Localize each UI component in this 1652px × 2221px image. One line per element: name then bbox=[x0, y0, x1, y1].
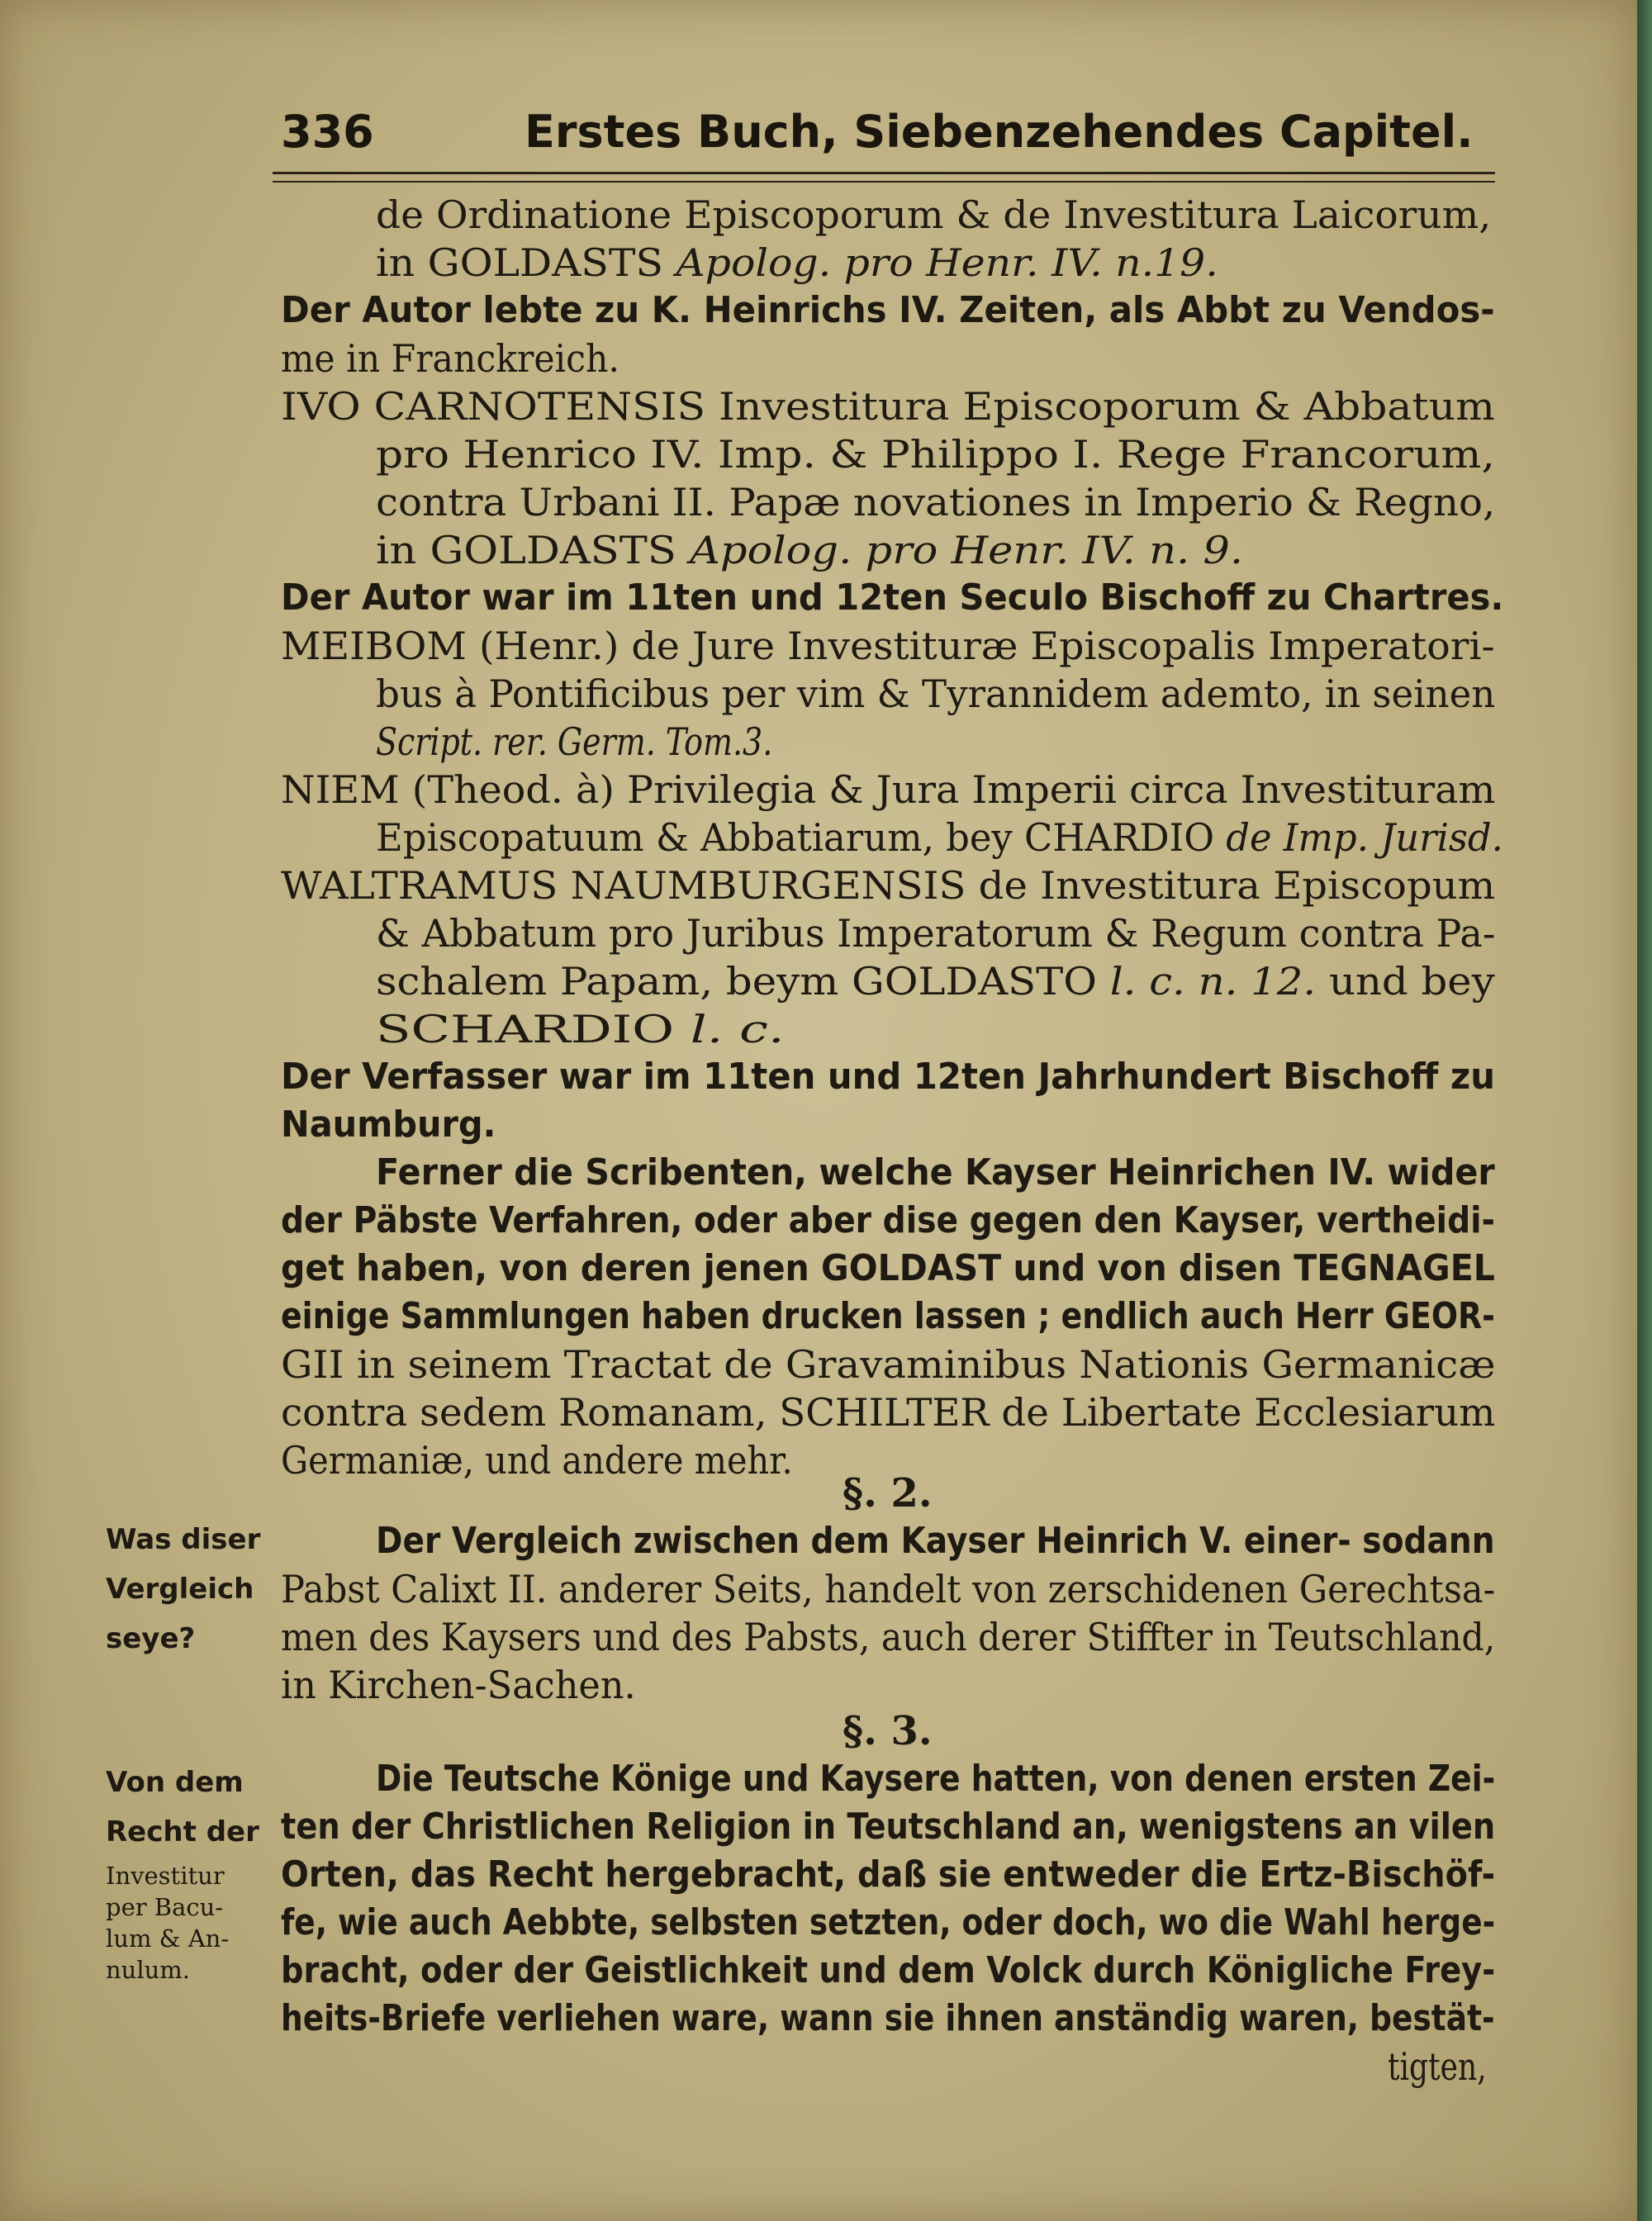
margin-note-line: lum & An- bbox=[106, 1924, 230, 1953]
text-segment: tigten, bbox=[1388, 2044, 1487, 2089]
text-line bbox=[376, 527, 1243, 573]
text-segment: contra sedem Romanam, SCHILTER de Libertate Ecclesiarum bbox=[281, 1390, 1496, 1435]
text-line bbox=[281, 1198, 1495, 1244]
margin-note-line: per Bacu- bbox=[106, 1893, 224, 1921]
italic-citation: l. c. n. 12. bbox=[1109, 959, 1317, 1004]
text-segment: me in Franckreich. bbox=[281, 336, 620, 381]
margin-note-line: Recht der bbox=[106, 1815, 259, 1848]
text-line bbox=[376, 910, 1495, 956]
text-line bbox=[281, 1804, 1495, 1850]
text-line bbox=[376, 958, 1495, 1004]
text-segment: einige Sammlungen haben drucken lassen ; endlich auch Herr GEOR- bbox=[281, 1295, 1495, 1337]
running-title: Erstes Buch, Siebenzehendes Capitel. bbox=[525, 106, 1474, 158]
text-line bbox=[376, 1756, 1495, 1802]
italic-citation: Apolog. pro Henr. IV. n. 9. bbox=[690, 528, 1244, 572]
text-line bbox=[281, 335, 620, 382]
text-line bbox=[281, 1054, 1495, 1100]
text-line bbox=[376, 479, 1495, 525]
text-line bbox=[281, 1293, 1495, 1340]
text-segment: pro Henrico IV. Imp. & Philippo I. Rege Francorum, bbox=[376, 432, 1495, 477]
text-segment: Die Teutsche Könige und Kaysere hatten, von denen ersten Zei- bbox=[376, 1758, 1496, 1800]
margin-note-line: Investitur bbox=[106, 1862, 225, 1890]
text-segment: Naumburg. bbox=[281, 1103, 496, 1146]
text-line bbox=[281, 1614, 1495, 1660]
text-segment: und bey bbox=[1316, 959, 1495, 1004]
text-segment: schalem Papam, beym GOLDASTO bbox=[376, 959, 1110, 1004]
text-segment: IVO CARNOTENSIS Investitura Episcoporum & Abbatum bbox=[281, 384, 1495, 429]
text-line bbox=[281, 623, 1495, 669]
text-segment: bracht, oder der Geistlichkeit und dem Volck durch Königliche Frey- bbox=[281, 1949, 1496, 1991]
text-segment: SCHARDIO bbox=[376, 1007, 691, 1051]
text-line bbox=[281, 1102, 496, 1148]
margin-note-line: nulum. bbox=[106, 1956, 191, 1984]
text-segment: Germaniæ, und andere mehr. bbox=[281, 1438, 793, 1483]
text-segment: get haben, von deren jenen GOLDAST und von disen TEGNAGEL bbox=[281, 1247, 1495, 1289]
text-line bbox=[281, 287, 1495, 334]
italic-citation: Apolog. pro Henr. IV. n.19. bbox=[676, 240, 1218, 285]
text-line bbox=[281, 862, 1495, 909]
text-segment: ten der Christlichen Religion in Teutschland an, wenigstens an vilen bbox=[281, 1806, 1496, 1848]
text-line bbox=[1388, 2043, 1487, 2090]
text-line bbox=[376, 1518, 1495, 1564]
text-line bbox=[281, 766, 1495, 813]
text-line bbox=[376, 431, 1495, 477]
text-line bbox=[376, 240, 1218, 286]
text-line bbox=[376, 719, 772, 765]
margin-note-line: Was diser bbox=[106, 1523, 261, 1556]
text-segment: Der Verfasser war im 11ten und 12ten Jahrhundert Bischoff zu bbox=[281, 1056, 1495, 1098]
text-segment: de Ordinatione Episcoporum & de Investitura Laicorum, bbox=[376, 192, 1492, 237]
text-line bbox=[376, 671, 1495, 717]
text-segment: Der Autor war im 11ten und 12ten Seculo Bischoff zu Chartres. bbox=[281, 577, 1504, 619]
margin-note-line: Vergleich bbox=[106, 1573, 254, 1606]
text-segment: Orten, das Recht hergebracht, daß sie entweder die Ertz-Bischöf- bbox=[281, 1853, 1496, 1896]
text-segment: in Kirchen-Sachen. bbox=[281, 1663, 636, 1707]
text-segment: in GOLDASTS bbox=[376, 528, 691, 572]
text-segment: Pabst Calixt II. anderer Seits, handelt von zerschidenen Gerechtsa- bbox=[281, 1567, 1496, 1611]
header-rule bbox=[273, 172, 1495, 183]
text-segment: men des Kaysers und des Pabsts, auch derer Stiffter in Teutschland, bbox=[281, 1615, 1496, 1659]
text-line bbox=[281, 1566, 1495, 1612]
text-segment: WALTRAMUS NAUMBURGENSIS de Investitura Episcopum bbox=[281, 863, 1496, 908]
text-segment: & Abbatum pro Juribus Imperatorum & Regum contra Pa- bbox=[376, 911, 1496, 956]
text-line bbox=[281, 383, 1495, 429]
text-line bbox=[281, 1341, 1496, 1388]
text-line bbox=[376, 1006, 785, 1052]
text-line bbox=[281, 1437, 793, 1483]
margin-note-line: seye? bbox=[106, 1622, 196, 1655]
italic-citation: l. c. bbox=[690, 1007, 785, 1051]
text-segment: NIEM (Theod. à) Privilegia & Jura Imperii circa Investituram bbox=[281, 767, 1496, 812]
text-line bbox=[281, 1389, 1495, 1436]
text-segment: GII in seinem Tractat de Gravaminibus Nationis Germanicæ bbox=[281, 1342, 1496, 1387]
text-line bbox=[281, 575, 1503, 621]
text-line bbox=[281, 1996, 1495, 2042]
text-segment: Der Autor lebte zu K. Heinrichs IV. Zeiten, als Abbt zu Vendos- bbox=[281, 289, 1495, 331]
text-segment: Ferner die Scribenten, welche Kayser Heinrichen IV. wider bbox=[376, 1151, 1495, 1194]
page-number: 336 bbox=[281, 106, 374, 158]
text-segment: Der Vergleich zwischen dem Kayser Heinrich V. einer- sodann bbox=[376, 1520, 1495, 1562]
text-line bbox=[281, 1948, 1495, 1994]
italic-citation: Script. rer. Germ. Tom.3. bbox=[376, 719, 773, 764]
text-segment: der Päbste Verfahren, oder aber dise gegen den Kayser, vertheidi- bbox=[281, 1199, 1495, 1241]
book-spine-edge bbox=[1637, 0, 1652, 2221]
text-segment: contra Urbani II. Papæ novationes in Imperio & Regno, bbox=[376, 480, 1496, 524]
text-line bbox=[376, 1150, 1495, 1196]
section-number: §. 2. bbox=[843, 1470, 933, 1516]
text-segment: in GOLDASTS bbox=[376, 240, 676, 285]
text-segment: MEIBOM (Henr.) de Jure Investituræ Episcopalis Imperatori- bbox=[281, 624, 1495, 668]
text-line bbox=[281, 1246, 1495, 1292]
text-segment: bus à Pontificibus per vim & Tyrannidem ademto, in seinen bbox=[376, 672, 1496, 716]
section-number: §. 3. bbox=[843, 1708, 933, 1754]
text-line bbox=[376, 814, 1503, 861]
margin-note-line: Von dem bbox=[106, 1766, 244, 1799]
text-segment: fe, wie auch Aebbte, selbsten setzten, oder doch, wo die Wahl herge- bbox=[281, 1901, 1496, 1943]
text-segment: Episcopatuum & Abbatiarum, bey CHARDIO bbox=[376, 815, 1227, 860]
text-line bbox=[281, 1900, 1495, 1946]
italic-citation: de Imp. Jurisd. bbox=[1226, 815, 1503, 860]
text-line bbox=[281, 1662, 636, 1708]
text-line bbox=[376, 192, 1491, 238]
text-line bbox=[281, 1852, 1495, 1898]
text-segment: heits-Briefe verliehen ware, wann sie ihnen anständig waren, bestät- bbox=[281, 1997, 1495, 2039]
